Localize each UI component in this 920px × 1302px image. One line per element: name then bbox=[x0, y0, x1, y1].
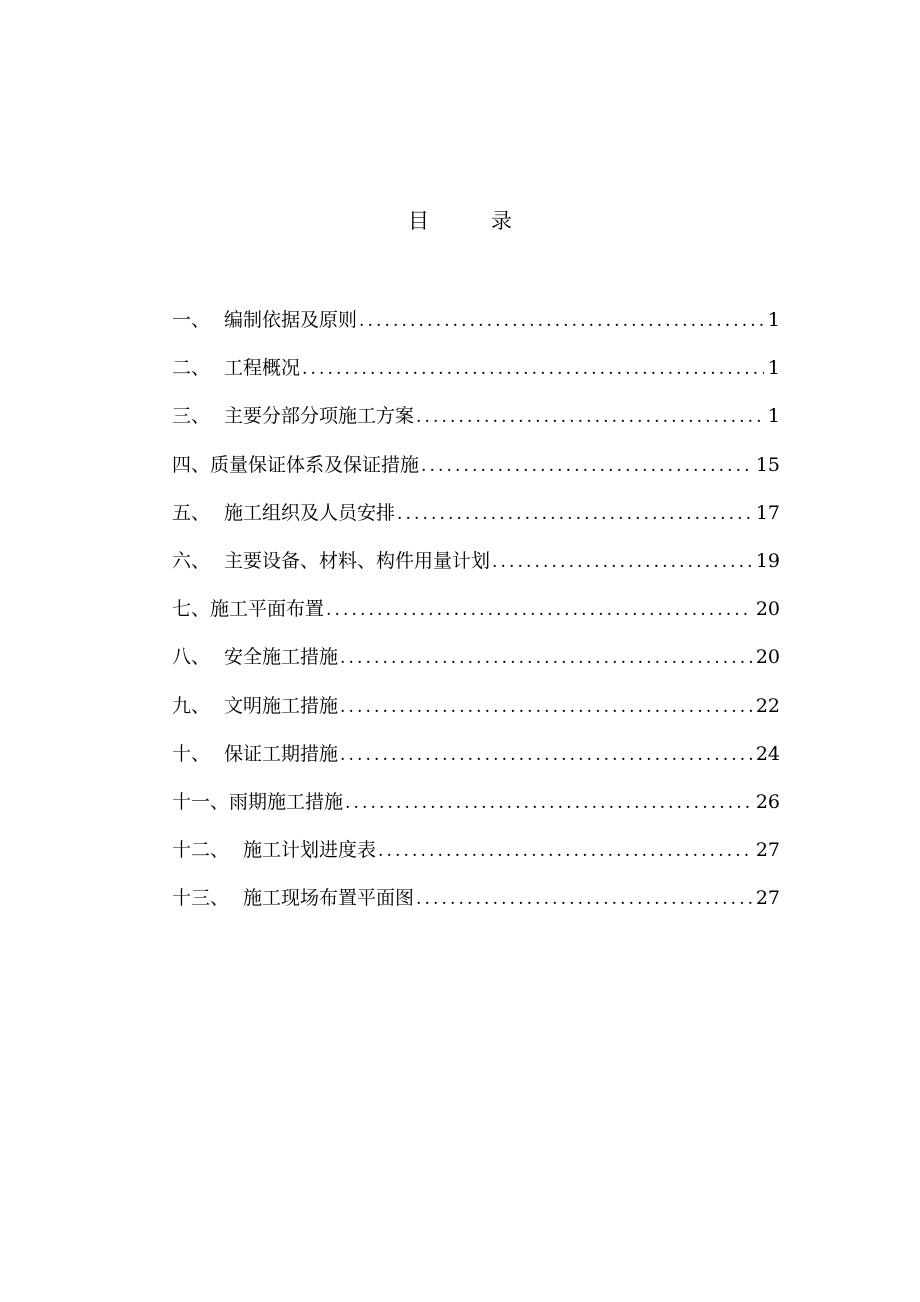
toc-dot-leader bbox=[416, 879, 752, 919]
toc-dot-leader bbox=[302, 349, 764, 389]
toc-entry-number: 十一、 bbox=[172, 790, 230, 813]
toc-entry[interactable] bbox=[172, 300, 780, 348]
title-char-1: 目 bbox=[408, 209, 429, 233]
toc-dot-leader bbox=[416, 397, 764, 437]
toc-dot-leader bbox=[378, 831, 752, 871]
toc-entry-page-number: 27 bbox=[755, 887, 780, 910]
toc-entry-title: 主要分部分项施工方案 bbox=[224, 405, 415, 428]
toc-entry-number: 三、 bbox=[172, 405, 211, 428]
toc-entry-page-number: 1 bbox=[767, 405, 780, 428]
toc-entry-number: 四、 bbox=[172, 453, 211, 476]
toc-entry-number: 九、 bbox=[172, 694, 211, 717]
toc-entry-page-number: 15 bbox=[755, 453, 780, 476]
toc-entry[interactable] bbox=[172, 830, 780, 878]
toc-entry-number: 五、 bbox=[172, 501, 211, 524]
toc-entry-number: 二、 bbox=[172, 357, 211, 380]
toc-entry[interactable] bbox=[172, 686, 780, 734]
toc-entry-title: 文明施工措施 bbox=[224, 694, 339, 717]
toc-entry-number: 八、 bbox=[172, 646, 211, 669]
toc-entry-number: 一、 bbox=[172, 309, 211, 331]
toc-entry[interactable] bbox=[172, 878, 780, 926]
toc-dot-leader bbox=[345, 783, 752, 823]
toc-entry-number: 十三、 bbox=[172, 887, 230, 910]
page-title bbox=[0, 204, 920, 238]
toc-entry-title: 质量保证体系及保证措施 bbox=[210, 453, 420, 476]
toc-entry-title: 主要设备、材料、构件用量计划 bbox=[224, 549, 491, 572]
toc-dot-leader bbox=[492, 542, 752, 582]
toc-entry-title: 保证工期措施 bbox=[224, 742, 339, 765]
toc-entry[interactable] bbox=[172, 782, 780, 830]
toc-entry-page-number: 1 bbox=[767, 309, 780, 331]
toc-entry-page-number: 19 bbox=[755, 549, 780, 572]
toc-entry-title: 施工平面布置 bbox=[210, 598, 325, 621]
toc-entry[interactable] bbox=[172, 493, 780, 541]
toc-entry-page-number: 20 bbox=[755, 646, 780, 669]
toc-entry[interactable] bbox=[172, 445, 780, 493]
title-char-2: 录 bbox=[491, 209, 512, 233]
toc-entry-number: 十二、 bbox=[172, 839, 230, 862]
toc-entry-page-number: 20 bbox=[755, 598, 780, 621]
toc-entry[interactable] bbox=[172, 541, 780, 589]
toc-dot-leader bbox=[340, 735, 752, 775]
toc-entry-page-number: 22 bbox=[755, 694, 780, 717]
toc-entry-title: 施工计划进度表 bbox=[243, 839, 377, 862]
toc-entry[interactable] bbox=[172, 348, 780, 396]
toc-entry-title: 施工组织及人员安排 bbox=[224, 501, 396, 524]
toc-entry[interactable] bbox=[172, 589, 780, 637]
toc-entry-number: 六、 bbox=[172, 549, 211, 572]
toc-dot-leader bbox=[326, 590, 752, 630]
toc-entry[interactable] bbox=[172, 734, 780, 782]
toc-entry[interactable] bbox=[172, 637, 780, 685]
toc-dot-leader bbox=[340, 638, 752, 678]
toc-entry-page-number: 27 bbox=[755, 839, 780, 862]
toc-entry-title: 工程概况 bbox=[224, 357, 301, 380]
toc-entry-page-number: 26 bbox=[755, 790, 780, 813]
toc-dot-leader bbox=[397, 494, 752, 534]
toc-entry-page-number: 24 bbox=[755, 742, 780, 765]
toc-entry-title: 安全施工措施 bbox=[224, 646, 339, 669]
toc-entry-title: 编制依据及原则 bbox=[224, 309, 358, 331]
toc-entry-page-number: 1 bbox=[767, 357, 780, 380]
table-of-contents bbox=[172, 300, 780, 926]
toc-entry-title: 施工现场布置平面图 bbox=[243, 887, 415, 910]
toc-entry-title: 雨期施工措施 bbox=[229, 790, 344, 813]
toc-dot-leader bbox=[340, 687, 752, 727]
toc-entry-number: 十、 bbox=[172, 742, 211, 765]
toc-entry[interactable] bbox=[172, 396, 780, 444]
toc-dot-leader bbox=[421, 446, 752, 486]
toc-entry-page-number: 17 bbox=[755, 501, 780, 524]
toc-dot-leader bbox=[359, 301, 764, 341]
toc-entry-number: 七、 bbox=[172, 598, 211, 621]
